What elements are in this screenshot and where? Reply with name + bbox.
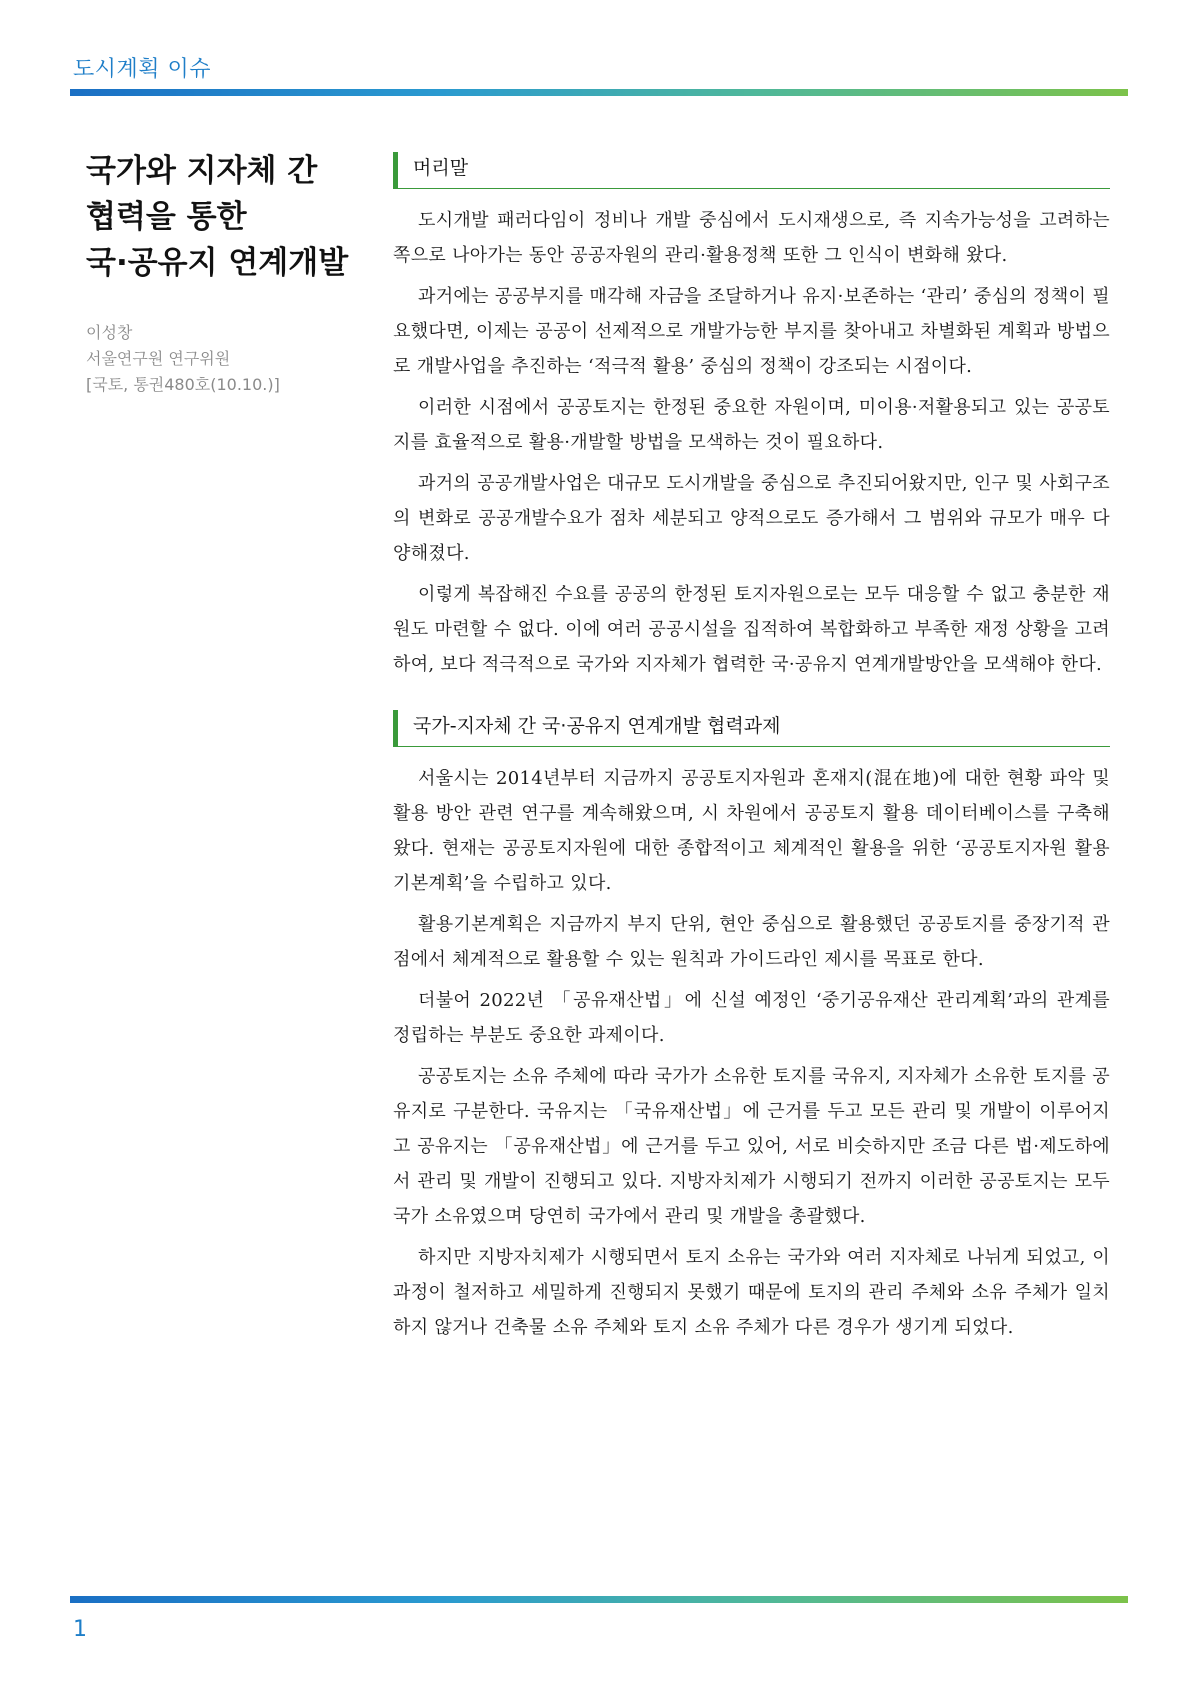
author-name: 이성창 [86,323,133,342]
section-heading [393,152,1110,189]
paragraph: 이러한 시점에서 공공토지는 한정된 중요한 자원이며, 미이용·저활용되고 있는 공공토지를 효율적으로 활용·개발할 방법을 모색하는 것이 필요하다. [393,397,1110,453]
author-affiliation: 서울연구원 연구위원 [86,349,231,368]
paragraph: 활용기본계획은 지금까지 부지 단위, 현안 중심으로 활용했던 공공토지를 중장기적 관점에서 체계적으로 활용할 수 있는 원칙과 가이드라인 제시를 목표로 한다. [393,914,1110,970]
footer-divider [70,1596,1128,1603]
article-sidebar [86,148,366,398]
author-block [86,320,366,398]
article-title-line: 협력을 통한 [86,199,247,235]
section-cooperation-tasks [393,710,1110,1345]
article-title-line: 국·공유지 연계개발 [86,245,349,281]
article-title [86,148,366,286]
header-divider [70,89,1128,96]
article-title-line: 국가와 지자체 간 [86,153,318,189]
section-introduction [393,152,1110,682]
section-heading-text: 국가-지자체 간 국·공유지 연계개발 협력과제 [413,715,781,737]
page-number: 1 [73,1617,87,1642]
paragraph: 이렇게 복잡해진 수요를 공공의 한정된 토지자원으로는 모두 대응할 수 없고 충분한 재원도 마련할 수 없다. 이에 여러 공공시설을 집적하여 복합화하고 부족한 재정 상황을 고려하여, 보다 적극적으로 국가와 지자체가 협력한 국·공유지 연계개발방안을 모색해야 한다. [393,584,1110,675]
section-heading [393,710,1110,747]
paragraph: 과거에는 공공부지를 매각해 자금을 조달하거나 유지·보존하는 ‘관리’ 중심의 정책이 필요했다면, 이제는 공공이 선제적으로 개발가능한 부지를 찾아내고 차별화된 계획과 방법으로 개발사업을 추진하는 ‘적극적 활용’ 중심의 정책이 강조되는 시점이다. [393,286,1110,377]
paragraph: 과거의 공공개발사업은 대규모 도시개발을 중심으로 추진되어왔지만, 인구 및 사회구조의 변화로 공공개발수요가 점차 세분되고 양적으로도 증가해서 그 범위와 규모가 매우 다양해졌다. [393,473,1110,564]
paragraph: 하지만 지방자치제가 시행되면서 토지 소유는 국가와 여러 지자체로 나뉘게 되었고, 이 과정이 철저하고 세밀하게 진행되지 못했기 때문에 토지의 관리 주체와 소유 주체가 일치하지 않거나 건축물 소유 주체와 토지 소유 주체가 다른 경우가 생기게 되었다. [393,1247,1110,1338]
article-body [393,152,1110,1351]
section-heading-text: 머리말 [413,157,469,179]
paragraph: 더불어 2022년 「공유재산법」에 신설 예정인 ‘중기공유재산 관리계획’과의 관계를 정립하는 부분도 중요한 과제이다. [393,990,1110,1046]
section-marker [393,152,398,188]
paragraph: 공공토지는 소유 주체에 따라 국가가 소유한 토지를 국유지, 지자체가 소유한 토지를 공유지로 구분한다. 국유지는 「국유재산법」에 근거를 두고 모든 관리 및 개발이 이루어지고 공유지는 「공유재산법」에 근거를 두고 있어, 서로 비슷하지만 조금 다른 법·제도하에서 관리 및 개발이 진행되고 있다. 지방자치제가 시행되기 전까지 이러한 공공토지는 모두 국가 소유였으며 당연히 국가에서 관리 및 개발을 총괄했다. [393,1066,1110,1227]
paragraph: 도시개발 패러다임이 정비나 개발 중심에서 도시재생으로, 즉 지속가능성을 고려하는 쪽으로 나아가는 동안 공공자원의 관리·활용정책 또한 그 인식이 변화해 왔다. [393,210,1110,266]
paragraph: 서울시는 2014년부터 지금까지 공공토지자원과 혼재지(混在地)에 대한 현황 파악 및 활용 방안 관련 연구를 계속해왔으며, 시 차원에서 공공토지 활용 데이터베이스를 구축해왔다. 현재는 공공토지자원에 대한 종합적이고 체계적인 활용을 위한 ‘공공토지자원 활용 기본계획’을 수립하고 있다. [393,768,1110,894]
header-title: 도시계획 이슈 [73,57,212,82]
section-marker [393,710,398,746]
article-source: [국토, 통권480호(10.10.)] [86,375,280,394]
